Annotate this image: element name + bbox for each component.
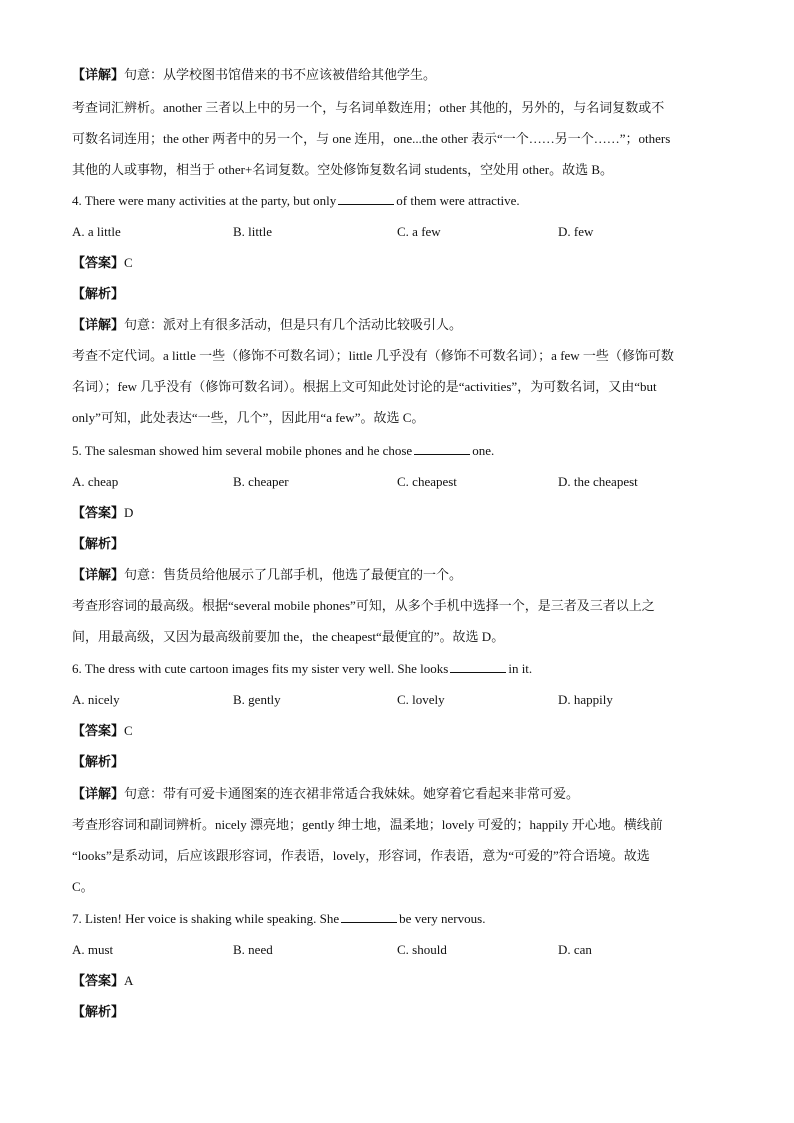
- q6-answer-line: [72, 722, 724, 740]
- q5-option-c: C. cheapest: [397, 474, 457, 489]
- q7-option-b: B. need: [233, 942, 273, 957]
- q4-option-b: B. little: [233, 224, 272, 239]
- answer-blank: [338, 192, 394, 205]
- q5-detail-line: [72, 566, 724, 584]
- q7-stem: 7. Listen! Her voice is shaking while speaking. She be very nervous.: [72, 911, 486, 926]
- q4-detail-line: [72, 316, 724, 334]
- q5-analysis-line: 间，用最高级，又因为最高级前要加 the，the cheapest“最便宜的”。故选 D。: [72, 629, 505, 644]
- q5-option-a: A. cheap: [72, 474, 119, 489]
- q4-analysis-label: 【解析】: [72, 286, 125, 301]
- detail-text: 句意：带有可爱卡通图案的连衣裙非常适合我妹妹。她穿着它看起来非常可爱。: [124, 786, 580, 801]
- q7-option-d: D. can: [558, 942, 592, 957]
- q4-option-d: D. few: [558, 224, 594, 239]
- q4-analysis-line: only”可知，此处表达“一些，几个”，因此用“a few”。故选 C。: [72, 410, 425, 425]
- detail-text: 句意：从学校图书馆借来的书不应该被借给其他学生。: [124, 67, 437, 82]
- answer-blank: [414, 442, 470, 455]
- q6-analysis-line: C。: [72, 879, 94, 894]
- q7-option-a: A. must: [72, 942, 114, 957]
- q6-option-c: C. lovely: [397, 692, 445, 707]
- q7-answer-line: [72, 972, 724, 990]
- q5-option-b: B. cheaper: [233, 474, 289, 489]
- q6-detail-line: [72, 785, 724, 803]
- q7-option-c: C. should: [397, 942, 447, 957]
- answer-label: 【答案】: [72, 723, 125, 738]
- q4-option-a: A. a little: [72, 224, 121, 239]
- q3-analysis-line: 其他的人或事物，相当于 other+名词复数。空处修饰复数名词 students，空处用 other。故选 B。: [72, 162, 614, 177]
- detail-label: 【详解】: [72, 67, 125, 82]
- answer-blank: [450, 660, 506, 673]
- q4-option-c: C. a few: [397, 224, 441, 239]
- q3-analysis-line: 考查词汇辨析。another 三者以上中的另一个，与名词单数连用；other 其他的，另外的，与名词复数或不: [72, 100, 665, 115]
- answer-label: 【答案】: [72, 505, 125, 520]
- detail-label: 【详解】: [72, 567, 125, 582]
- q5-option-d: D. the cheapest: [558, 474, 638, 489]
- q3-analysis-line: 可数名词连用；the other 两者中的另一个，与 one 连用，one...the other 表示“一个……另一个……”；others: [72, 131, 671, 146]
- q6-analysis-line: “looks”是系动词，后应该跟形容词，作表语，lovely，形容词，作表语，意为“可爱的”符合语境。故选: [72, 848, 650, 863]
- answer-value: C: [124, 255, 133, 270]
- answer-value: D: [124, 505, 134, 520]
- answer-label: 【答案】: [72, 973, 125, 988]
- q4-stem: 4. There were many activities at the party, but only of them were attractive.: [72, 193, 520, 208]
- detail-text: 句意：派对上有很多活动，但是只有几个活动比较吸引人。: [124, 317, 463, 332]
- q4-analysis-line: 考查不定代词。a little 一些（修饰不可数名词）；little 几乎没有（修饰不可数名词）；a few 一些（修饰可数: [72, 348, 674, 363]
- answer-value: C: [124, 723, 133, 738]
- q5-stem: 5. The salesman showed him several mobile phones and he chose one.: [72, 443, 495, 458]
- q3-detail-line: [72, 66, 724, 84]
- q4-analysis-line: 名词）；few 几乎没有（修饰可数名词）。根据上文可知此处讨论的是“activities”，为可数名词，又由“but: [72, 379, 657, 394]
- q5-analysis-label: 【解析】: [72, 536, 125, 551]
- q5-answer-line: [72, 504, 724, 522]
- q4-answer-line: [72, 254, 724, 272]
- q7-analysis-label: 【解析】: [72, 1004, 125, 1019]
- q6-analysis-line: 考查形容词和副词辨析。nicely 漂亮地；gently 绅士地，温柔地；lovely 可爱的；happily 开心地。横线前: [72, 817, 663, 832]
- q6-option-a: A. nicely: [72, 692, 120, 707]
- q5-analysis-line: 考查形容词的最高级。根据“several mobile phones”可知，从多个手机中选择一个，是三者及三者以上之: [72, 598, 655, 613]
- q6-option-b: B. gently: [233, 692, 281, 707]
- answer-blank: [341, 910, 397, 923]
- detail-text: 句意：售货员给他展示了几部手机，他选了最便宜的一个。: [124, 567, 463, 582]
- q6-stem: 6. The dress with cute cartoon images fits my sister very well. She looks in it.: [72, 661, 533, 676]
- answer-label: 【答案】: [72, 255, 125, 270]
- q6-analysis-label: 【解析】: [72, 754, 125, 769]
- q6-option-d: D. happily: [558, 692, 613, 707]
- detail-label: 【详解】: [72, 786, 125, 801]
- detail-label: 【详解】: [72, 317, 125, 332]
- answer-value: A: [124, 973, 134, 988]
